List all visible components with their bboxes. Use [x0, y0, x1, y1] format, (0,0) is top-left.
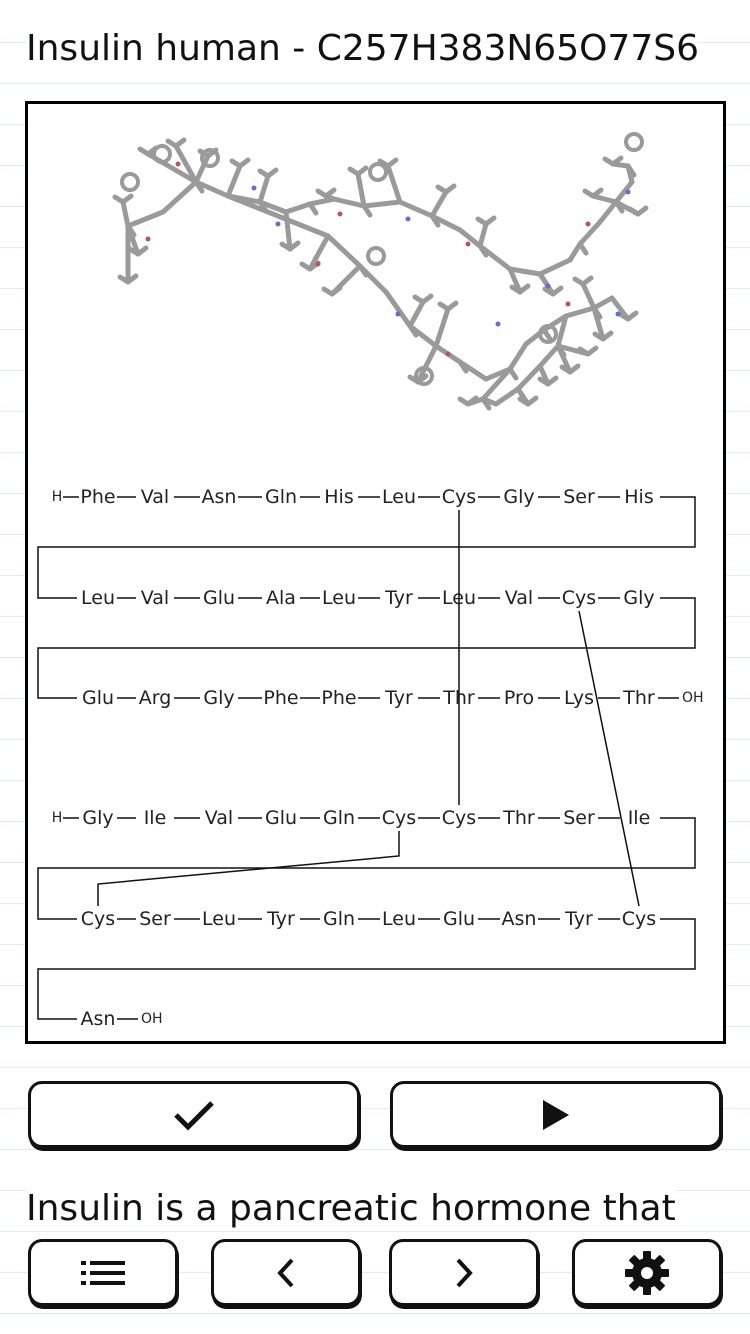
chain_a-c-terminus: OH [682, 690, 704, 706]
residue-chain_a-1-9: Gly [623, 587, 655, 609]
residue-chain_b-0-3: Glu [264, 807, 298, 829]
residue-chain_b-0-7: Thr [503, 807, 535, 829]
list-icon [79, 1258, 127, 1288]
description-text: Insulin is a pancreatic hormone that [26, 1188, 676, 1229]
next-button[interactable] [389, 1239, 539, 1306]
residue-chain_a-2-5: Tyr [385, 687, 413, 709]
residue-chain_a-2-9: Thr [623, 687, 655, 709]
residue-chain_b-1-2: Leu [202, 908, 236, 930]
play-button[interactable] [390, 1081, 722, 1148]
residue-chain_a-0-3: Gln [264, 486, 298, 508]
settings-button[interactable] [572, 1239, 722, 1306]
check-icon [172, 1097, 216, 1133]
insulin-diagram [28, 104, 723, 1041]
residue-chain_b-1-3: Tyr [267, 908, 295, 930]
confirm-button[interactable] [28, 1081, 360, 1148]
residue-chain_b-1-7: Asn [501, 908, 537, 930]
residue-chain_a-1-7: Val [504, 587, 534, 609]
residue-chain_b-1-5: Leu [382, 908, 416, 930]
sequence-diagram [38, 486, 704, 1030]
residue-chain_b-2-0: Asn [80, 1008, 116, 1030]
previous-button[interactable] [211, 1239, 361, 1306]
chevron-left-icon [274, 1256, 298, 1290]
residue-chain_a-2-4: Phe [321, 687, 357, 709]
residue-chain_a-1-5: Tyr [385, 587, 413, 609]
structure-figure [25, 101, 726, 1044]
chevron-right-icon [452, 1256, 476, 1290]
residue-chain_a-0-0: Phe [80, 486, 116, 508]
residue-chain_b-1-6: Glu [442, 908, 476, 930]
residue-chain_a-1-0: Leu [81, 587, 115, 609]
chain_b-n-terminus: H [51, 810, 63, 826]
residue-chain_a-2-0: Glu [81, 687, 115, 709]
residue-chain_b-0-0: Gly [82, 807, 114, 829]
residue-chain_a-2-7: Pro [503, 687, 535, 709]
residue-chain_b-1-9: Cys [621, 908, 657, 930]
residue-chain_a-2-6: Thr [443, 687, 475, 709]
residue-chain_a-0-6: Cys [441, 486, 477, 508]
residue-chain_a-2-2: Gly [203, 687, 235, 709]
residue-chain_b-1-8: Tyr [565, 908, 593, 930]
chain_a-n-terminus: H [51, 489, 63, 505]
residue-chain_a-2-3: Phe [263, 687, 299, 709]
residue-chain_a-0-5: Leu [382, 486, 416, 508]
residue-chain_b-0-4: Gln [322, 807, 356, 829]
residue-chain_a-1-2: Glu [202, 587, 236, 609]
residue-chain_b-1-1: Ser [139, 908, 171, 930]
residue-chain_a-2-1: Arg [138, 687, 172, 709]
residue-chain_b-0-5: Cys [381, 807, 417, 829]
residue-chain_a-0-7: Gly [503, 486, 535, 508]
residue-chain_a-0-4: His [324, 486, 354, 508]
residue-chain_a-1-8: Cys [561, 587, 597, 609]
chain_b-c-terminus: OH [141, 1011, 163, 1027]
residue-chain_b-0-6: Cys [441, 807, 477, 829]
residue-chain_a-2-8: Lys [564, 687, 594, 709]
molecule-skeleton [115, 134, 646, 408]
residue-chain_b-0-8: Ser [563, 807, 595, 829]
residue-chain_a-0-1: Val [140, 486, 170, 508]
residue-chain_b-0-2: Val [204, 807, 234, 829]
residue-chain_a-0-9: His [624, 486, 654, 508]
residue-chain_a-1-1: Val [140, 587, 170, 609]
gear-icon [623, 1249, 671, 1297]
residue-chain_a-1-6: Leu [442, 587, 476, 609]
page-title: Insulin human - C257H383N65O77S6 [26, 28, 699, 69]
residue-chain_a-0-8: Ser [563, 486, 595, 508]
residue-chain_b-1-4: Gln [322, 908, 356, 930]
residue-chain_a-1-3: Ala [266, 587, 296, 609]
play-icon [541, 1098, 571, 1132]
residue-chain_a-0-2: Asn [201, 486, 237, 508]
menu-button[interactable] [28, 1239, 178, 1306]
residue-chain_a-1-4: Leu [322, 587, 356, 609]
residue-chain_b-0-1: Ile [143, 807, 167, 829]
residue-chain_b-0-9: Ile [627, 807, 651, 829]
residue-chain_b-1-0: Cys [80, 908, 116, 930]
